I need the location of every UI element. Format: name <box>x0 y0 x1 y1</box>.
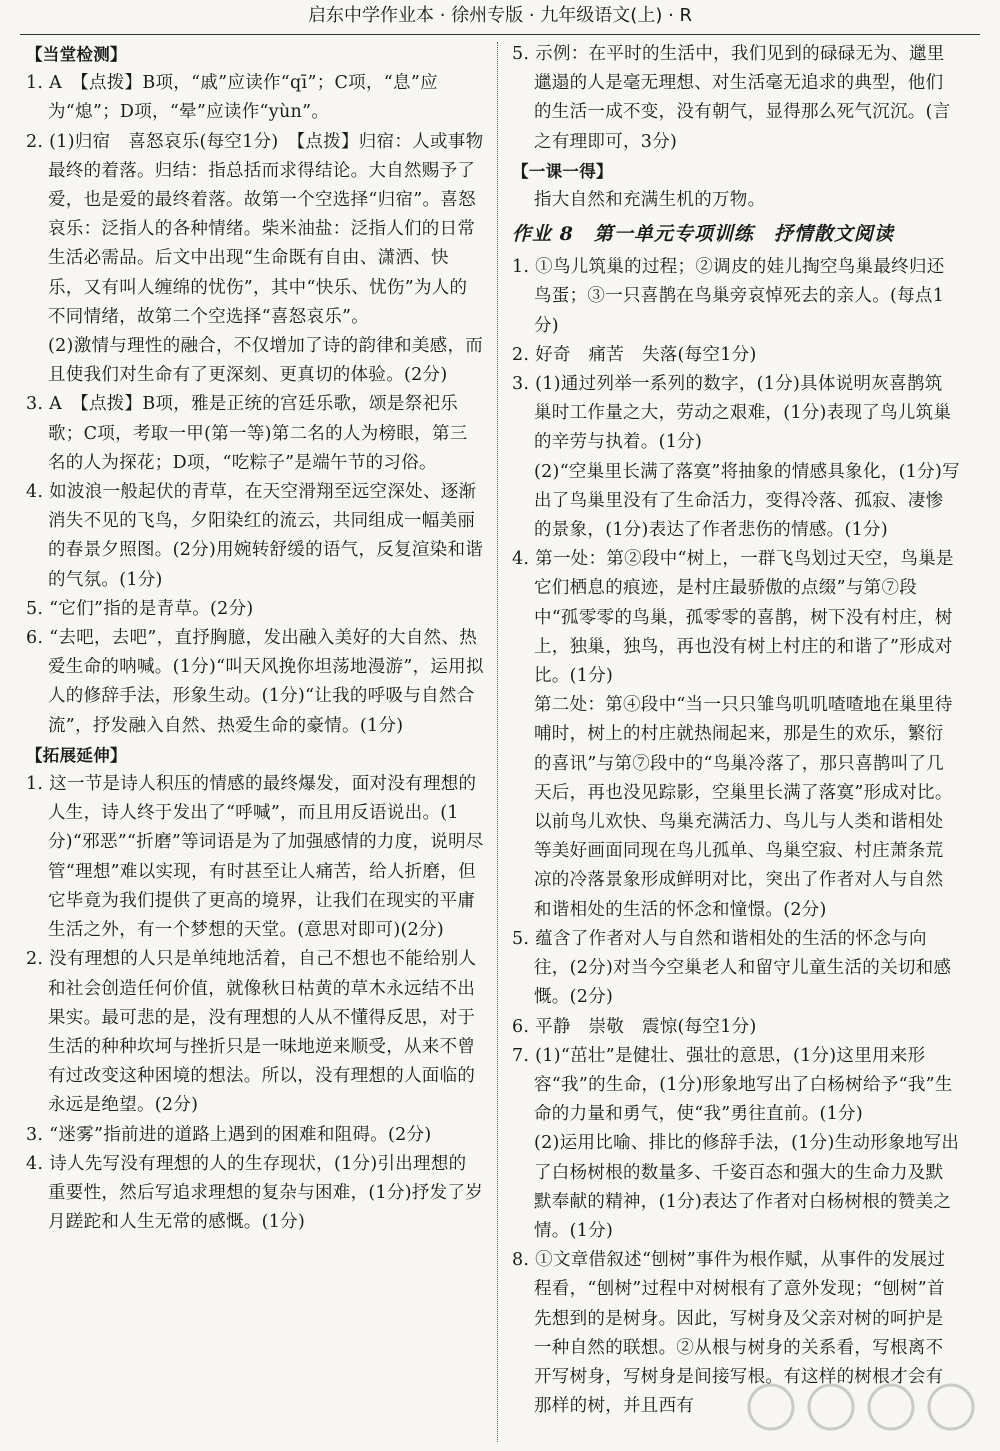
answer-item: (2)“空巢里长满了落寞”将抽象的情感具象化，(1分)写出了鸟巢里没有了生命活力，变得冷落、孤寂、凄惨的景象，(1分)表达了作者悲伤的情感。(1分) <box>534 461 960 541</box>
answer-item: 第二处：第④段中“当一只只雏鸟叽叽喳喳地在巢里待哺时，树上的村庄就热闹起来，那是生的欢乐，繁衍的喜讯”与第⑦段中的“鸟巢冷落了，那只喜鹊叫了几天后，再也没见踪影，空巢里长满了落寞”形成对比。 <box>534 695 953 803</box>
answer-item: 3. “迷雾”指前进的道路上遇到的困难和阻碍。(2分) <box>26 1124 432 1145</box>
answer-item: 3. (1)通过列举一系列的数字，(1分)具体说明灰喜鹊筑巢时工作量之大，劳动之艰难，(1分)表现了鸟儿筑巢的辛劳与执着。(1分) <box>512 374 952 453</box>
answer-item: 4. 诗人先写没有理想的人的生存现状，(1分)引出理想的重要性，然后写追求理想的复杂与困难，(1分)抒发了岁月蹉跎和人生无常的感慨。(1分) <box>26 1153 484 1233</box>
page-header <box>0 0 1000 36</box>
answer-item: 5. 蕴含了作者对人与自然和谐相处的生活的怀念与向往，(2分)对当今空巢老人和留守儿童生活的关切和感慨。(2分) <box>512 928 952 1008</box>
answer-item: (2)激情与理性的融合，不仅增加了诗的韵律和美感，而且使我们对生命有了更深刻、更真切的体验。(2分) <box>48 336 484 386</box>
answer-item: 2. 没有理想的人只是单纯地活着，自己不想也不能给别人和社会创造任何价值，就像秋日枯黄的草木永远结不出果实。最可悲的是，没有理想的人从不懂得反思，对于生活的种种坎坷与挫折只是一味地逆来顺受，从来不曾有过改变这种困境的想法。所以，没有理想的人面临的永远是绝望。(2分) <box>26 949 477 1116</box>
answer-item: 2. 好奇 痛苦 失落(每空1分) <box>512 344 757 365</box>
answer-item: 以前鸟儿欢快、鸟巢充满活力、鸟儿与人类和谐相处等美好画面同现在鸟儿孤单、鸟巢空寂、村庄萧条荒凉的冷落景象形成鲜明对比，突出了作者对人与自然和谐相处的生活的怀念和憧憬。(2分) <box>534 812 944 920</box>
answer-item: 6. “去吧，去吧”，直抒胸臆，发出融入美好的大自然、热爱生命的呐喊。(1分)“叫天风挽你坦荡地漫游”，运用拟人的修辞手法，形象生动。(1分)“让我的呼吸与自然合流”，抒发融入自然、热爱生命的豪情。(1分) <box>26 628 484 736</box>
answer-item: 6. 平静 崇敬 震惊(每空1分) <box>512 1016 757 1037</box>
header-title: 启东中学作业本 · 徐州专版 · 九年级语文(上) · R <box>307 5 693 26</box>
section-heading: 【拓展延伸】 <box>26 745 127 765</box>
column-divider <box>497 42 498 1442</box>
section-heading: 【一课一得】 <box>512 161 613 181</box>
answer-item: 5. “它们”指的是青草。(2分) <box>26 598 254 619</box>
answer-item: 3. A 【点拨】B项，雅是正统的宫廷乐歌，颂是祭祀乐歌；C项，考取一甲(第一等)第二名的人为榜眼，第三名的人为探花；D项，“吃粽子”是端午节的习俗。 <box>26 394 468 473</box>
answer-item: 1. 这一节是诗人积压的情感的最终爆发，面对没有理想的人生，诗人终于发出了“呼喊”，而且用反语说出。(1分)“邪恶”“折磨”等词语是为了加强感情的力度，说明尽管“理想”难以实现，有时甚至让人痛苦，给人折磨，但它毕竟为我们提供了更高的境界，让我们在现实的平庸生活之外，有一个梦想的天堂。(意思对即可)(2分) <box>26 774 484 941</box>
answer-item: 1. ①鸟儿筑巢的过程；②调皮的娃儿掏空鸟巢最终归还鸟蛋；③一只喜鹊在鸟巢旁哀悼死去的亲人。(每点1分) <box>512 257 945 336</box>
answer-item: 2. (1)归宿 喜怒哀乐(每空1分) 【点拨】归宿：人或事物最终的着落。归结：指总括而求得结论。大自然赐予了爱，也是爱的最终着落。故第一个空选择“归宿”。喜怒哀乐：泛指人的各种情绪。柴米油盐：泛指人们的日常生活必需品。后文中出现“生命既有自由、潇洒、快乐，又有叫人缠绵的忧伤”，其中“快乐、忧伤”为人的不同情绪，故第二个空选择“喜怒哀乐”。 <box>26 131 484 327</box>
answer-item: 4. 第一处：第②段中“树上，一群飞鸟划过天空，鸟巢是它们栖息的痕迹，是村庄最骄傲的点缀”与第⑦段中“孤零零的鸟巢，孤零零的喜鹊，树下没有村庄，树上，独巢，独鸟，再也没有树上村庄的和谐了”形成对比。(1分) <box>512 549 954 687</box>
answer-item: 8. ①文章借叙述“刨树”事件为根作赋，从事件的发展过程看，“刨树”过程中对树根有了意外发现；“刨树”首先想到的是树身。因此，写树身及父亲对树的呵护是一种自然的联想。②从根与树身的关系看，写根离不开写树身，写树身是间接写根。有这样的树根才会有那样的树，并且西有 <box>512 1250 946 1417</box>
answer-item: 5. 示例：在平时的生活中，我们见到的碌碌无为、邋里邋遢的人是毫无理想、对生活毫无追求的典型，他们的生活一成不变，没有朝气，显得那么死气沉沉。(言之有理即可，3分) <box>512 44 951 152</box>
header-rule <box>20 34 980 35</box>
answer-item: 1. A 【点拨】B项，“戚”应读作“qī”；C项，“息”应为“熄”；D项，“晕”应读作“yùn”。 <box>26 73 438 123</box>
answer-item: 7. (1)“茁壮”是健壮、强壮的意思，(1分)这里用来形容“我”的生命，(1分)形象地写出了白杨树给予“我”生命的力量和勇气，使“我”勇往直前。(1分) <box>512 1045 953 1125</box>
answer-item: 指大自然和充满生机的万物。 <box>534 190 766 211</box>
assignment-title: 作业 8 第一单元专项训练 抒情散文阅读 <box>512 223 894 246</box>
watermark-logo <box>736 1377 986 1441</box>
answer-item: 4. 如波浪一般起伏的青草，在天空滑翔至远空深处、逐渐消失不见的飞鸟，夕阳染红的流云，共同组成一幅美丽的春景夕照图。(2分)用婉转舒缓的语气，反复渲染和谐的气氛。(1分) <box>26 482 484 590</box>
left-column <box>26 40 484 1237</box>
answer-item: (2)运用比喻、排比的修辞手法，(1分)生动形象地写出了白杨树根的数量多、千姿百态和强大的生命力及默默奉献的精神，(1分)表达了作者对白杨树根的赞美之情。(1分) <box>534 1133 960 1241</box>
section-heading: 【当堂检测】 <box>26 45 127 64</box>
right-column <box>512 40 960 1421</box>
